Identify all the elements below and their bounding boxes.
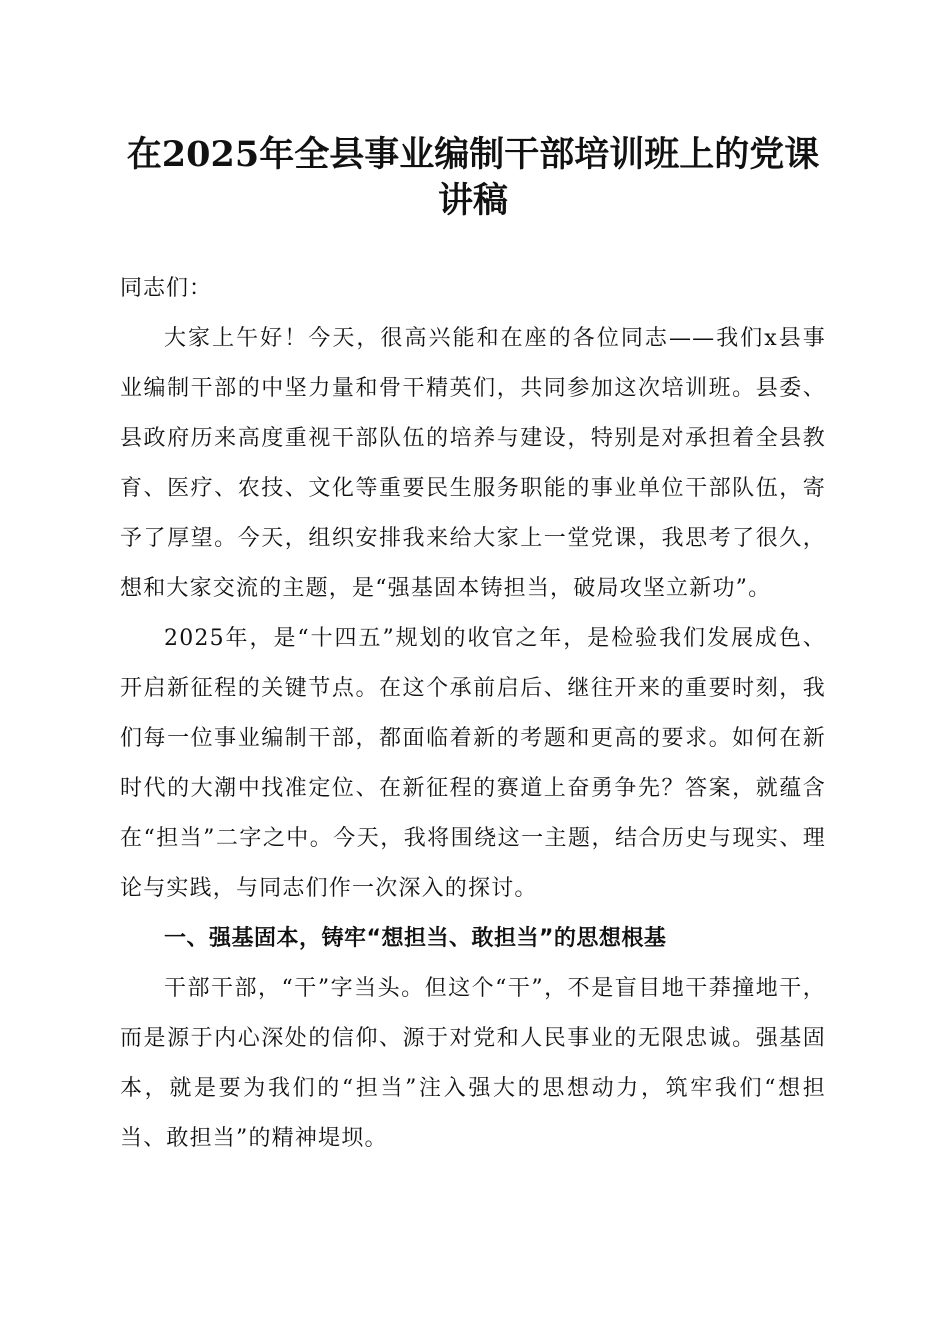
paragraph-section-one: 干部干部，“干”字当头。但这个“干”，不是盲目地干莽撞地干，而是源于内心深处的信仰、源于对党和人民事业的无限忠诚。强基固本，就是要为我们的“担当”注入强大的思想动力，筑牢我们“想担当、敢担当”的精神堤坝。	[120, 976, 826, 1151]
paragraph-context: 2025年，是“十四五”规划的收官之年，是检验我们发展成色、开启新征程的关键节点。在这个承前启后、继往开来的重要时刻，我们每一位事业编制干部，都面临着新的考题和更高的要求。如何在新时代的大潮中找准定位、在新征程的赛道上奋勇争先？答案，就蕴含在“担当”二字之中。今天，我将围绕这一主题，结合历史与现实、理论与实践，与同志们作一次深入的探讨。	[120, 626, 826, 901]
salutation: 同志们：	[120, 276, 213, 301]
paragraph-opening: 大家上午好！今天，很高兴能和在座的各位同志——我们x县事业编制干部的中坚力量和骨干精英们，共同参加这次培训班。县委、县政府历来高度重视干部队伍的培养与建设，特别是对承担着全县教育、医疗、农技、文化等重要民生服务职能的事业单位干部队伍，寄予了厚望。今天，组织安排我来给大家上一堂党课，我思考了很久，想和大家交流的主题，是“强基固本铸担当，破局攻坚立新功”。	[120, 326, 826, 601]
document-title: 在2025年全县事业编制干部培训班上的党课讲稿	[126, 134, 820, 221]
section-heading: 一、强基固本，铸牢“想担当、敢担当”的思想根基	[164, 926, 667, 951]
